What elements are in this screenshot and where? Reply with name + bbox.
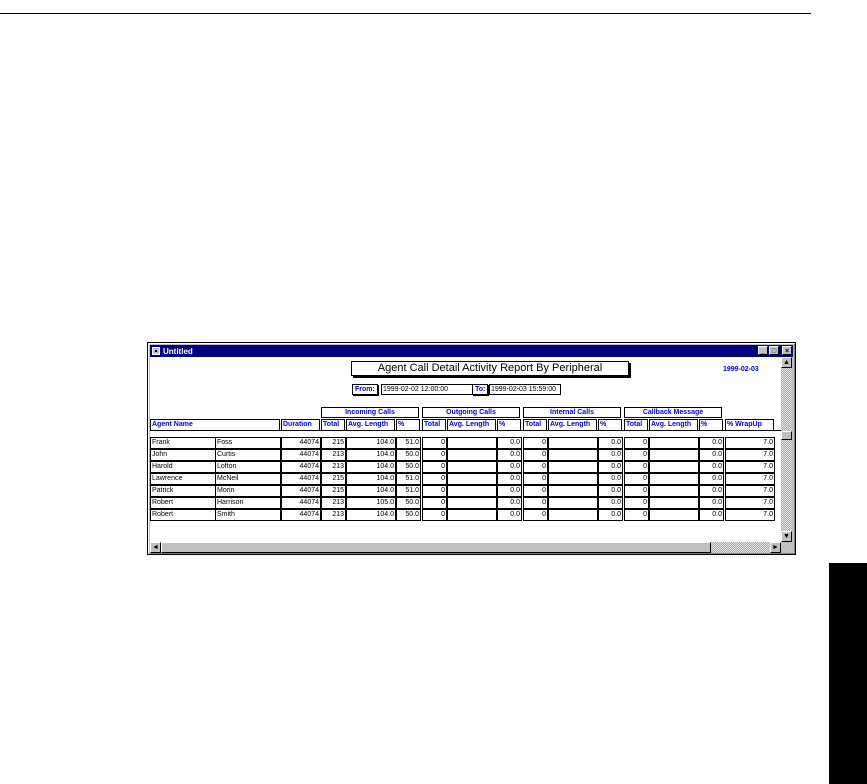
header-duration: Duration xyxy=(281,419,320,431)
cell-out-avg-length xyxy=(447,473,497,485)
cell-out-total: 0 xyxy=(422,509,447,521)
cell-in-total: 215 xyxy=(321,473,346,485)
horizontal-scroll-thumb[interactable] xyxy=(161,542,711,553)
cell-last-name: Smith xyxy=(215,509,281,521)
cell-duration: 44074 xyxy=(281,437,321,449)
cell-in-avg-length: 104.0 xyxy=(346,473,396,485)
cell-out-total: 0 xyxy=(422,473,447,485)
page-side-tab xyxy=(829,563,867,784)
cell-cb-total: 0 xyxy=(624,473,649,485)
cell-in-pct: 50.0 xyxy=(396,509,421,521)
cell-int-total: 0 xyxy=(523,509,548,521)
cell-cb-pct: 0.0 xyxy=(699,437,724,449)
cell-cb-pct: 0.0 xyxy=(699,509,724,521)
vertical-scrollbar[interactable] xyxy=(781,357,792,542)
cell-in-pct: 50.0 xyxy=(396,497,421,509)
cell-in-avg-length: 104.0 xyxy=(346,485,396,497)
cell-out-total: 0 xyxy=(422,461,447,473)
cell-out-avg-length xyxy=(447,449,497,461)
header-int-avg-length: Avg. Length xyxy=(548,419,597,431)
cell-duration: 44074 xyxy=(281,461,321,473)
cell-out-pct: 0.0 xyxy=(497,437,522,449)
header-in-pct: % xyxy=(396,419,420,431)
group-internal-calls: Internal Calls xyxy=(523,407,621,418)
cell-duration: 44074 xyxy=(281,473,321,485)
vertical-scroll-thumb[interactable] xyxy=(781,431,792,440)
cell-cb-avg-length xyxy=(649,509,699,521)
cell-duration: 44074 xyxy=(281,509,321,521)
cell-out-pct: 0.0 xyxy=(497,509,522,521)
header-pct-wrapup: % WrapUp xyxy=(725,419,774,431)
cell-cb-avg-length xyxy=(649,497,699,509)
cell-first-name: John xyxy=(150,449,217,461)
cell-first-name: Robert xyxy=(150,497,217,509)
cell-out-avg-length xyxy=(447,497,497,509)
header-cb-total: Total xyxy=(624,419,648,431)
cell-cb-total: 0 xyxy=(624,497,649,509)
cell-int-avg-length xyxy=(548,461,598,473)
cell-duration: 44074 xyxy=(281,485,321,497)
cell-in-total: 215 xyxy=(321,437,346,449)
cell-int-avg-length xyxy=(548,449,598,461)
cell-out-total: 0 xyxy=(422,449,447,461)
from-label: From: xyxy=(352,384,378,395)
header-agent-name: Agent Name xyxy=(150,419,280,431)
cell-int-pct: 0.0 xyxy=(598,485,623,497)
cell-in-total: 213 xyxy=(321,449,346,461)
cell-out-avg-length xyxy=(447,509,497,521)
scroll-up-button[interactable]: ▲ xyxy=(781,357,792,368)
cell-int-total: 0 xyxy=(523,449,548,461)
cell-cb-avg-length xyxy=(649,449,699,461)
cell-out-pct: 0.0 xyxy=(497,485,522,497)
cell-int-total: 0 xyxy=(523,437,548,449)
window-controls xyxy=(758,346,792,355)
cell-first-name: Patrick xyxy=(150,485,217,497)
cell-int-total: 0 xyxy=(523,461,548,473)
cell-out-pct: 0.0 xyxy=(497,461,522,473)
cell-cb-pct: 0.0 xyxy=(699,497,724,509)
header-out-pct: % xyxy=(497,419,521,431)
cell-duration: 44074 xyxy=(281,449,321,461)
header-out-total: Total xyxy=(422,419,446,431)
group-incoming-calls: Incoming Calls xyxy=(321,407,419,418)
cell-first-name: Frank xyxy=(150,437,217,449)
to-label: To: xyxy=(472,384,488,395)
cell-out-total: 0 xyxy=(422,485,447,497)
cell-out-total: 0 xyxy=(422,437,447,449)
cell-pct-wrapup: 7.0 xyxy=(725,485,775,497)
cell-cb-avg-length xyxy=(649,485,699,497)
cell-in-pct: 51.0 xyxy=(396,437,421,449)
cell-last-name: McNeil xyxy=(215,473,281,485)
cell-out-avg-length xyxy=(447,485,497,497)
cell-int-pct: 0.0 xyxy=(598,473,623,485)
cell-in-pct: 51.0 xyxy=(396,473,421,485)
cell-int-pct: 0.0 xyxy=(598,509,623,521)
header-cb-avg-length: Avg. Length xyxy=(649,419,698,431)
cell-cb-avg-length xyxy=(649,437,699,449)
cell-cb-total: 0 xyxy=(624,509,649,521)
cell-in-total: 213 xyxy=(321,509,346,521)
cell-cb-pct: 0.0 xyxy=(699,473,724,485)
header-out-avg-length: Avg. Length xyxy=(447,419,496,431)
horizontal-scrollbar[interactable] xyxy=(150,542,781,553)
cell-in-total: 213 xyxy=(321,497,346,509)
cell-pct-wrapup: 7.0 xyxy=(725,509,775,521)
report-date: 1999-02-03 xyxy=(723,366,759,373)
header-in-total: Total xyxy=(321,419,345,431)
cell-out-avg-length xyxy=(447,461,497,473)
from-value: 1999-02-02 12:00:00 xyxy=(381,384,475,395)
cell-int-avg-length xyxy=(548,509,598,521)
cell-in-avg-length: 104.0 xyxy=(346,461,396,473)
cell-duration: 44074 xyxy=(281,497,321,509)
cell-first-name: Harold xyxy=(150,461,217,473)
cell-in-avg-length: 104.0 xyxy=(346,437,396,449)
header-in-avg-length: Avg. Length xyxy=(346,419,395,431)
header-int-pct: % xyxy=(598,419,622,431)
report-canvas xyxy=(150,357,781,542)
app-icon[interactable] xyxy=(152,347,160,355)
cell-pct-wrapup: 7.0 xyxy=(725,473,775,485)
cell-int-total: 0 xyxy=(523,497,548,509)
cell-out-pct: 0.0 xyxy=(497,473,522,485)
scroll-right-button[interactable]: ► xyxy=(770,542,781,553)
to-value: 1999-02-03 15:59:00 xyxy=(489,384,561,395)
group-callback-message: Callback Message xyxy=(624,407,722,418)
cell-out-pct: 0.0 xyxy=(497,497,522,509)
cell-pct-wrapup: 7.0 xyxy=(725,449,775,461)
cell-cb-total: 0 xyxy=(624,437,649,449)
cell-int-pct: 0.0 xyxy=(598,449,623,461)
header-cb-pct: % xyxy=(699,419,723,431)
cell-cb-total: 0 xyxy=(624,461,649,473)
cell-out-total: 0 xyxy=(422,497,447,509)
cell-pct-wrapup: 7.0 xyxy=(725,461,775,473)
header-int-total: Total xyxy=(523,419,547,431)
cell-out-avg-length xyxy=(447,437,497,449)
size-grip[interactable] xyxy=(781,542,792,553)
cell-int-pct: 0.0 xyxy=(598,437,623,449)
cell-cb-pct: 0.0 xyxy=(699,485,724,497)
cell-cb-pct: 0.0 xyxy=(699,461,724,473)
cell-first-name: Robert xyxy=(150,509,217,521)
scroll-left-button[interactable]: ◄ xyxy=(150,542,161,553)
cell-pct-wrapup: 7.0 xyxy=(725,497,775,509)
cell-int-avg-length xyxy=(548,497,598,509)
cell-int-pct: 0.0 xyxy=(598,497,623,509)
cell-cb-pct: 0.0 xyxy=(699,449,724,461)
cell-cb-avg-length xyxy=(649,461,699,473)
cell-last-name: Curtis xyxy=(215,449,281,461)
cell-in-pct: 51.0 xyxy=(396,485,421,497)
cell-in-pct: 50.0 xyxy=(396,461,421,473)
maximize-button[interactable]: □ xyxy=(769,346,779,355)
cell-int-avg-length xyxy=(548,437,598,449)
cell-in-total: 213 xyxy=(321,461,346,473)
cell-in-avg-length: 104.0 xyxy=(346,449,396,461)
page-top-rule xyxy=(0,13,811,14)
cell-int-total: 0 xyxy=(523,485,548,497)
cell-in-pct: 50.0 xyxy=(396,449,421,461)
cell-first-name: Lawrence xyxy=(150,473,217,485)
cell-int-avg-length xyxy=(548,473,598,485)
group-outgoing-calls: Outgoing Calls xyxy=(422,407,520,418)
header-underline xyxy=(150,430,781,431)
cell-int-total: 0 xyxy=(523,473,548,485)
minimize-button[interactable]: _ xyxy=(758,346,768,355)
cell-in-avg-length: 105.0 xyxy=(346,497,396,509)
cell-cb-total: 0 xyxy=(624,485,649,497)
cell-last-name: Harrison xyxy=(215,497,281,509)
cell-in-total: 215 xyxy=(321,485,346,497)
cell-cb-total: 0 xyxy=(624,449,649,461)
scroll-down-button[interactable]: ▼ xyxy=(781,531,792,542)
cell-last-name: Foss xyxy=(215,437,281,449)
close-button[interactable]: × xyxy=(782,346,792,355)
cell-int-pct: 0.0 xyxy=(598,461,623,473)
cell-cb-avg-length xyxy=(649,473,699,485)
cell-int-avg-length xyxy=(548,485,598,497)
window-title: Untitled xyxy=(163,346,193,356)
cell-in-avg-length: 104.0 xyxy=(346,509,396,521)
report-title: Agent Call Detail Activity Report By Peripheral xyxy=(351,361,629,376)
report-window xyxy=(147,342,796,555)
cell-pct-wrapup: 7.0 xyxy=(725,437,775,449)
cell-last-name: Lofton xyxy=(215,461,281,473)
cell-out-pct: 0.0 xyxy=(497,449,522,461)
title-bar[interactable] xyxy=(150,345,793,357)
cell-last-name: Morin xyxy=(215,485,281,497)
